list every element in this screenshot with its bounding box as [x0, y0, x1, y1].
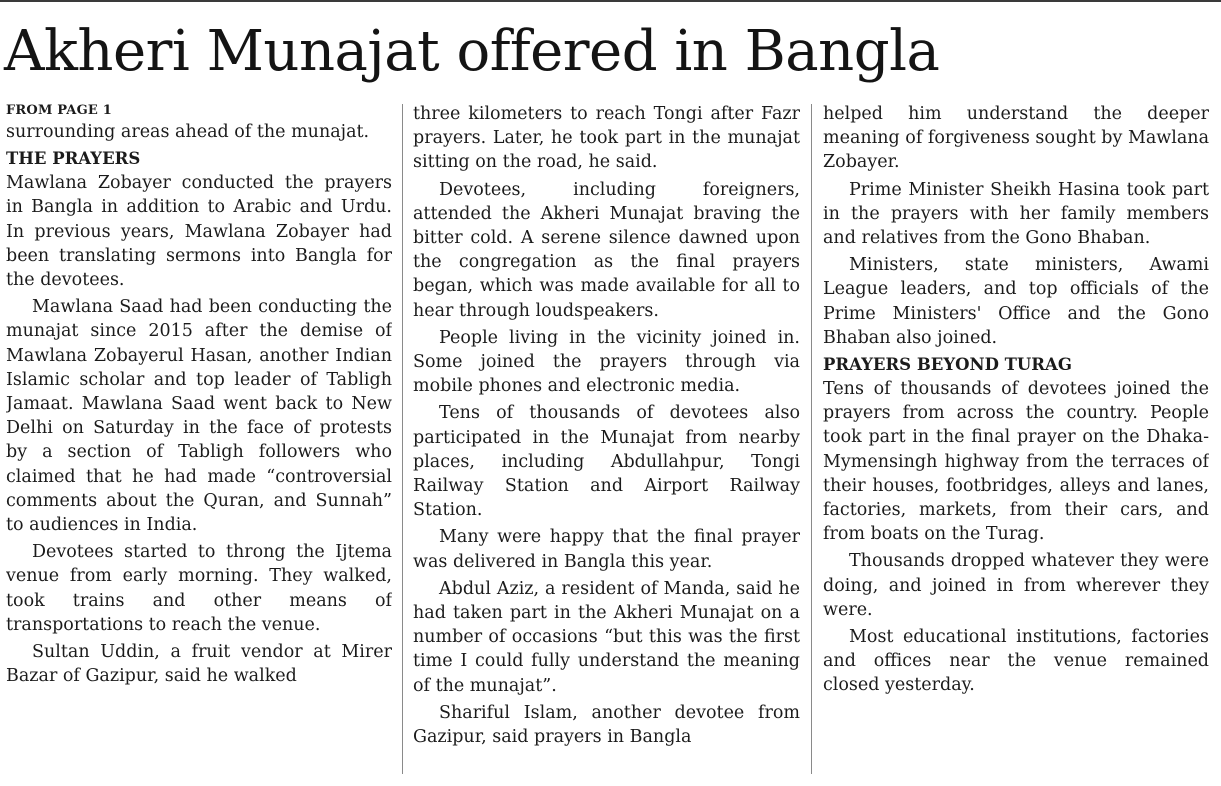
article-column-1	[6, 102, 392, 782]
headline: Akheri Munajat offered in Bangla	[4, 19, 940, 84]
paragraph: Devotees started to throng the Ijtema venue from early morning. They walked, took trains and other means of transportations to reach the venue.	[6, 542, 392, 635]
article-column-3	[823, 102, 1209, 782]
subheading: PRAYERS BEYOND TURAG	[823, 355, 1072, 375]
continued-from-label: FROM PAGE 1	[6, 103, 112, 118]
paragraph: Abdul Aziz, a resident of Manda, said he had taken part in the Akheri Munajat on a number of occasions “but this was the first time I could fully understand the meaning of the munajat”.	[413, 578, 800, 696]
paragraph: Mawlana Zobayer conducted the prayers in Bangla in addition to Arabic and Urdu. In previous years, Mawlana Zobayer had been translating sermons into Bangla for the devotees.	[6, 173, 392, 291]
paragraph: surrounding areas ahead of the munajat.	[6, 122, 370, 142]
article-column-2	[413, 102, 800, 782]
subheading: THE PRAYERS	[6, 149, 141, 169]
paragraph: helped him understand the deeper meaning of forgiveness sought by Mawlana Zobayer.	[823, 104, 1209, 173]
paragraph: Mawlana Saad had been conducting the munajat since 2015 after the demise of Mawlana Zobayerul Hasan, another Indian Islamic scholar and top leader of Tabligh Jamaat. Mawlana Saad went back to New Delhi on Saturday in the face of protests by a section of Tabligh followers who claimed that he had made “controversial comments about the Quran, and Sunnah” to audiences in India.	[6, 297, 392, 536]
paragraph: Thousands dropped whatever they were doing, and joined in from wherever they were.	[823, 551, 1209, 620]
paragraph: Devotees, including foreigners, attended the Akheri Munajat braving the bitter cold. A serene silence dawned upon the congregation as the final prayers began, which was made available for all to hear through loudspeakers.	[413, 179, 800, 321]
paragraph: People living in the vicinity joined in. Some joined the prayers through via mobile phones and electronic media.	[413, 327, 800, 397]
paragraph: Shariful Islam, another devotee from Gazipur, said prayers in Bangla	[413, 702, 800, 748]
paragraph: Tens of thousands of devotees also participated in the Munajat from nearby places, including Abdullahpur, Tongi Railway Station and Airport Railway Station.	[413, 403, 800, 521]
top-rule	[0, 0, 1221, 2]
column-divider	[811, 104, 812, 774]
paragraph: Tens of thousands of devotees joined the prayers from across the country. People took part in the final prayer on the Dhaka-Mymensingh highway from the terraces of their houses, footbridges, alleys and lanes, factories, markets, from their cars, and from boats on the Turag.	[823, 379, 1209, 545]
paragraph: Ministers, state ministers, Awami League leaders, and top officials of the Prime Ministers' Office and the Gono Bhaban also joined.	[823, 255, 1209, 348]
paragraph: Many were happy that the final prayer was delivered in Bangla this year.	[413, 527, 800, 572]
column-divider	[402, 104, 403, 774]
paragraph: Sultan Uddin, a fruit vendor at Mirer Bazar of Gazipur, said he walked	[6, 642, 392, 687]
paragraph: Prime Minister Sheikh Hasina took part in the prayers with her family members and relatives from the Gono Bhaban.	[823, 179, 1209, 249]
paragraph: three kilometers to reach Tongi after Fazr prayers. Later, he took part in the munajat sitting on the road, he said.	[413, 104, 800, 173]
paragraph: Most educational institutions, factories and offices near the venue remained closed yesterday.	[823, 627, 1209, 696]
